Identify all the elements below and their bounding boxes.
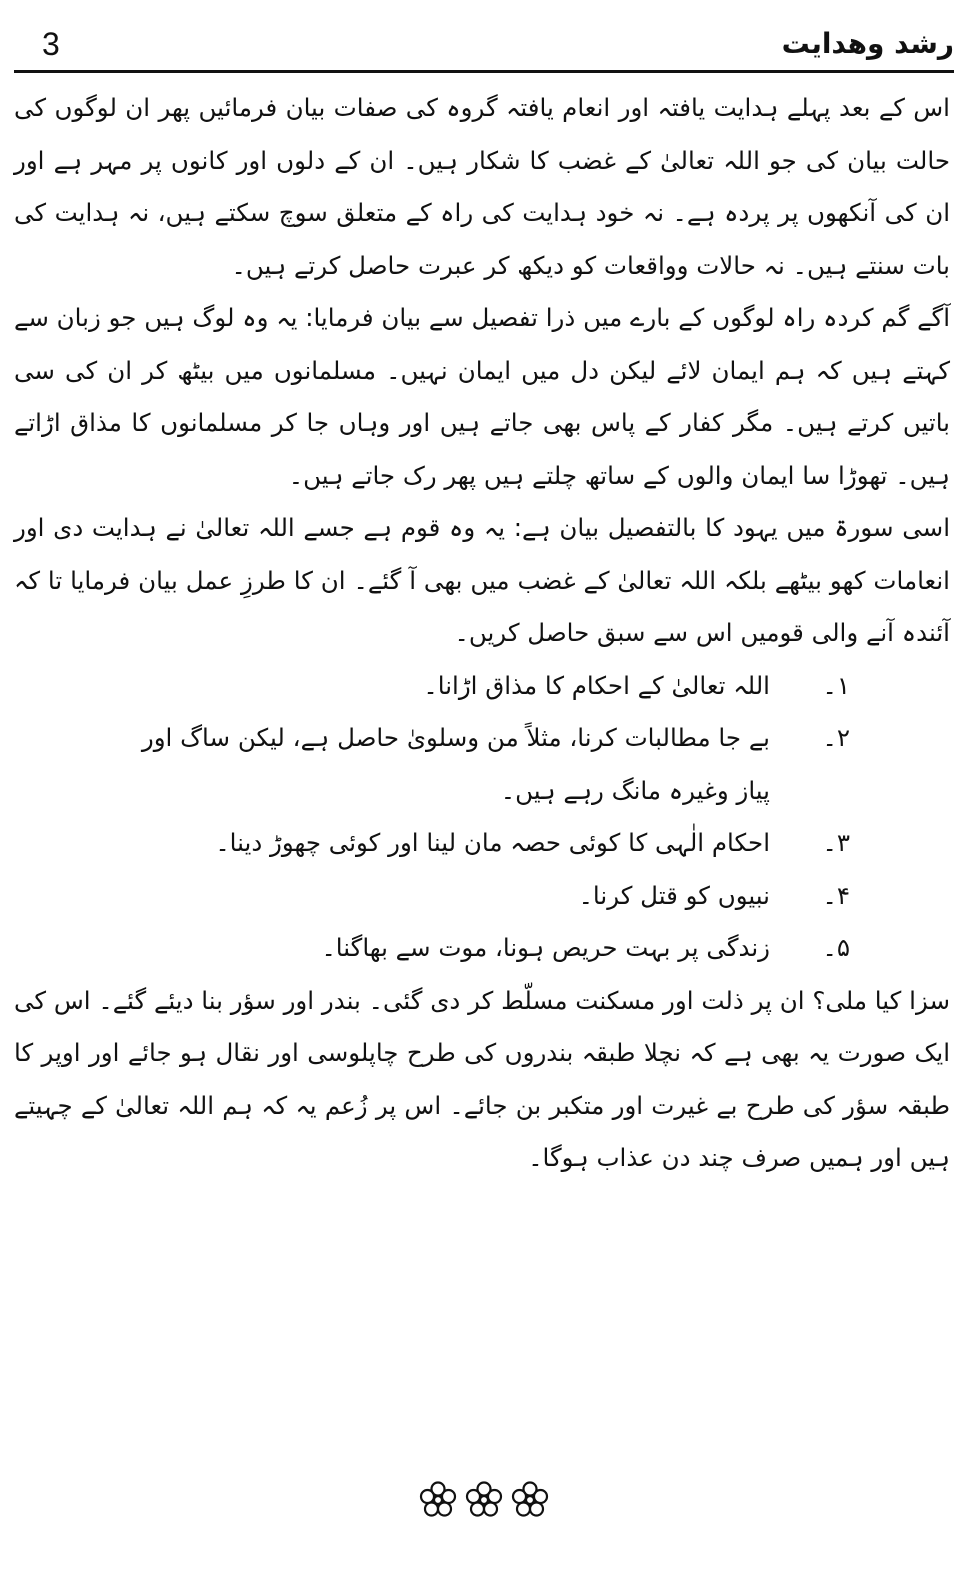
paragraph-jews: اسی سورۃ میں یہود کا بالتفصیل بیان ہے: یہ وہ قوم ہے جسے اللہ تعالیٰ نے ہدایت دی اور انعامات کھو بیٹھے بلکہ اللہ تعالیٰ کے غضب میں بھی آ گئے۔ ان کا طرزِ عمل بیان فرمایا تا کہ آئندہ آنے والی قومیں اس سے سبق حاصل کریں۔: [14, 513, 950, 647]
list-item-number: ۳۔: [822, 828, 850, 857]
list-item-number: ۵۔: [822, 933, 850, 962]
page-body: [14, 82, 950, 1185]
list-item-text: اللہ تعالیٰ کے احکام کا مذاق اڑانا۔: [423, 670, 770, 700]
paragraph-punishment: سزا کیا ملی؟ ان پر ذلت اور مسکنت مسلّط کر دی گئی۔ بندر اور سؤر بنا دیئے گئے۔ اس کی ایک صورت یہ بھی ہے کہ نچلا طبقہ بندروں کی طرح چاپلوسی اور نقال ہو جائے اور اوپر کا طبقہ سؤر کی طرح بے غیرت اور متکبر بن جائے۔ اس پر زُعم یہ کہ ہم اللہ تعالیٰ کے چہیتے ہیں اور ہمیں صرف چند دن عذاب ہوگا۔: [14, 985, 950, 1172]
paragraph-hypocrites: آگے گم کردہ راہ لوگوں کے بارے میں ذرا تفصیل سے بیان فرمایا: یہ وہ لوگ ہیں جو زبان سے کہتے ہیں کہ ہم ایمان لائے لیکن دل میں ایمان نہیں۔ مسلمانوں میں بیٹھ کر ان کی سی باتیں کرتے ہیں۔ مگر کفار کے پاس بھی جاتے ہیں اور وہاں جا کر مسلمانوں کا مذاق اڑاتے ہیں۔ تھوڑا سا ایمان والوں کے ساتھ چلتے ہیں پھر رک جاتے ہیں۔: [14, 303, 950, 490]
list-item: [14, 660, 950, 713]
list-item: [14, 870, 950, 923]
numbered-list: [14, 660, 950, 975]
list-item-number: ۱۔: [822, 670, 850, 700]
list-item-text: نبیوں کو قتل کرنا۔: [578, 880, 770, 910]
list-item: [14, 817, 950, 870]
page-number: 3: [42, 26, 60, 62]
list-item-text: بے جا مطالبات کرنا، مثلاً من وسلویٰ حاصل ہے، لیکن ساگ اور پیاز وغیرہ مانگ رہے ہیں۔: [141, 723, 770, 805]
list-item-number: ۲۔: [822, 723, 850, 752]
flower-ornament-icon: [510, 1480, 550, 1520]
list-item-number: ۴۔: [822, 880, 850, 910]
book-title: رشد وھدایت: [781, 27, 954, 60]
list-item: [14, 922, 950, 975]
list-item-text: زندگی پر بہت حریص ہونا، موت سے بھاگنا۔: [321, 933, 770, 962]
list-item: [14, 712, 950, 817]
flower-ornament-icon: [418, 1480, 458, 1520]
page-header: [14, 22, 954, 73]
list-item-text: احکام الٰہی کا کوئی حصہ مان لینا اور کوئی چھوڑ دینا۔: [215, 828, 770, 857]
flower-ornament-icon: [464, 1480, 504, 1520]
paragraph-guided-and-wrathful: اس کے بعد پہلے ہدایت یافتہ اور انعام یافتہ گروہ کی صفات بیان فرمائیں پھر ان لوگوں کی حالت بیان کی جو اللہ تعالیٰ کے غضب کا شکار ہیں۔ ان کے دلوں اور کانوں پر مہر ہے اور ان کی آنکھوں پر پردہ ہے۔ نہ خود ہدایت کی راہ کے متعلق سوچ سکتے ہیں، نہ ہدایت کی بات سنتے ہیں۔ نہ حالات وواقعات کو دیکھ کر عبرت حاصل کرتے ہیں۔: [14, 93, 950, 280]
end-ornament: [0, 1480, 968, 1520]
